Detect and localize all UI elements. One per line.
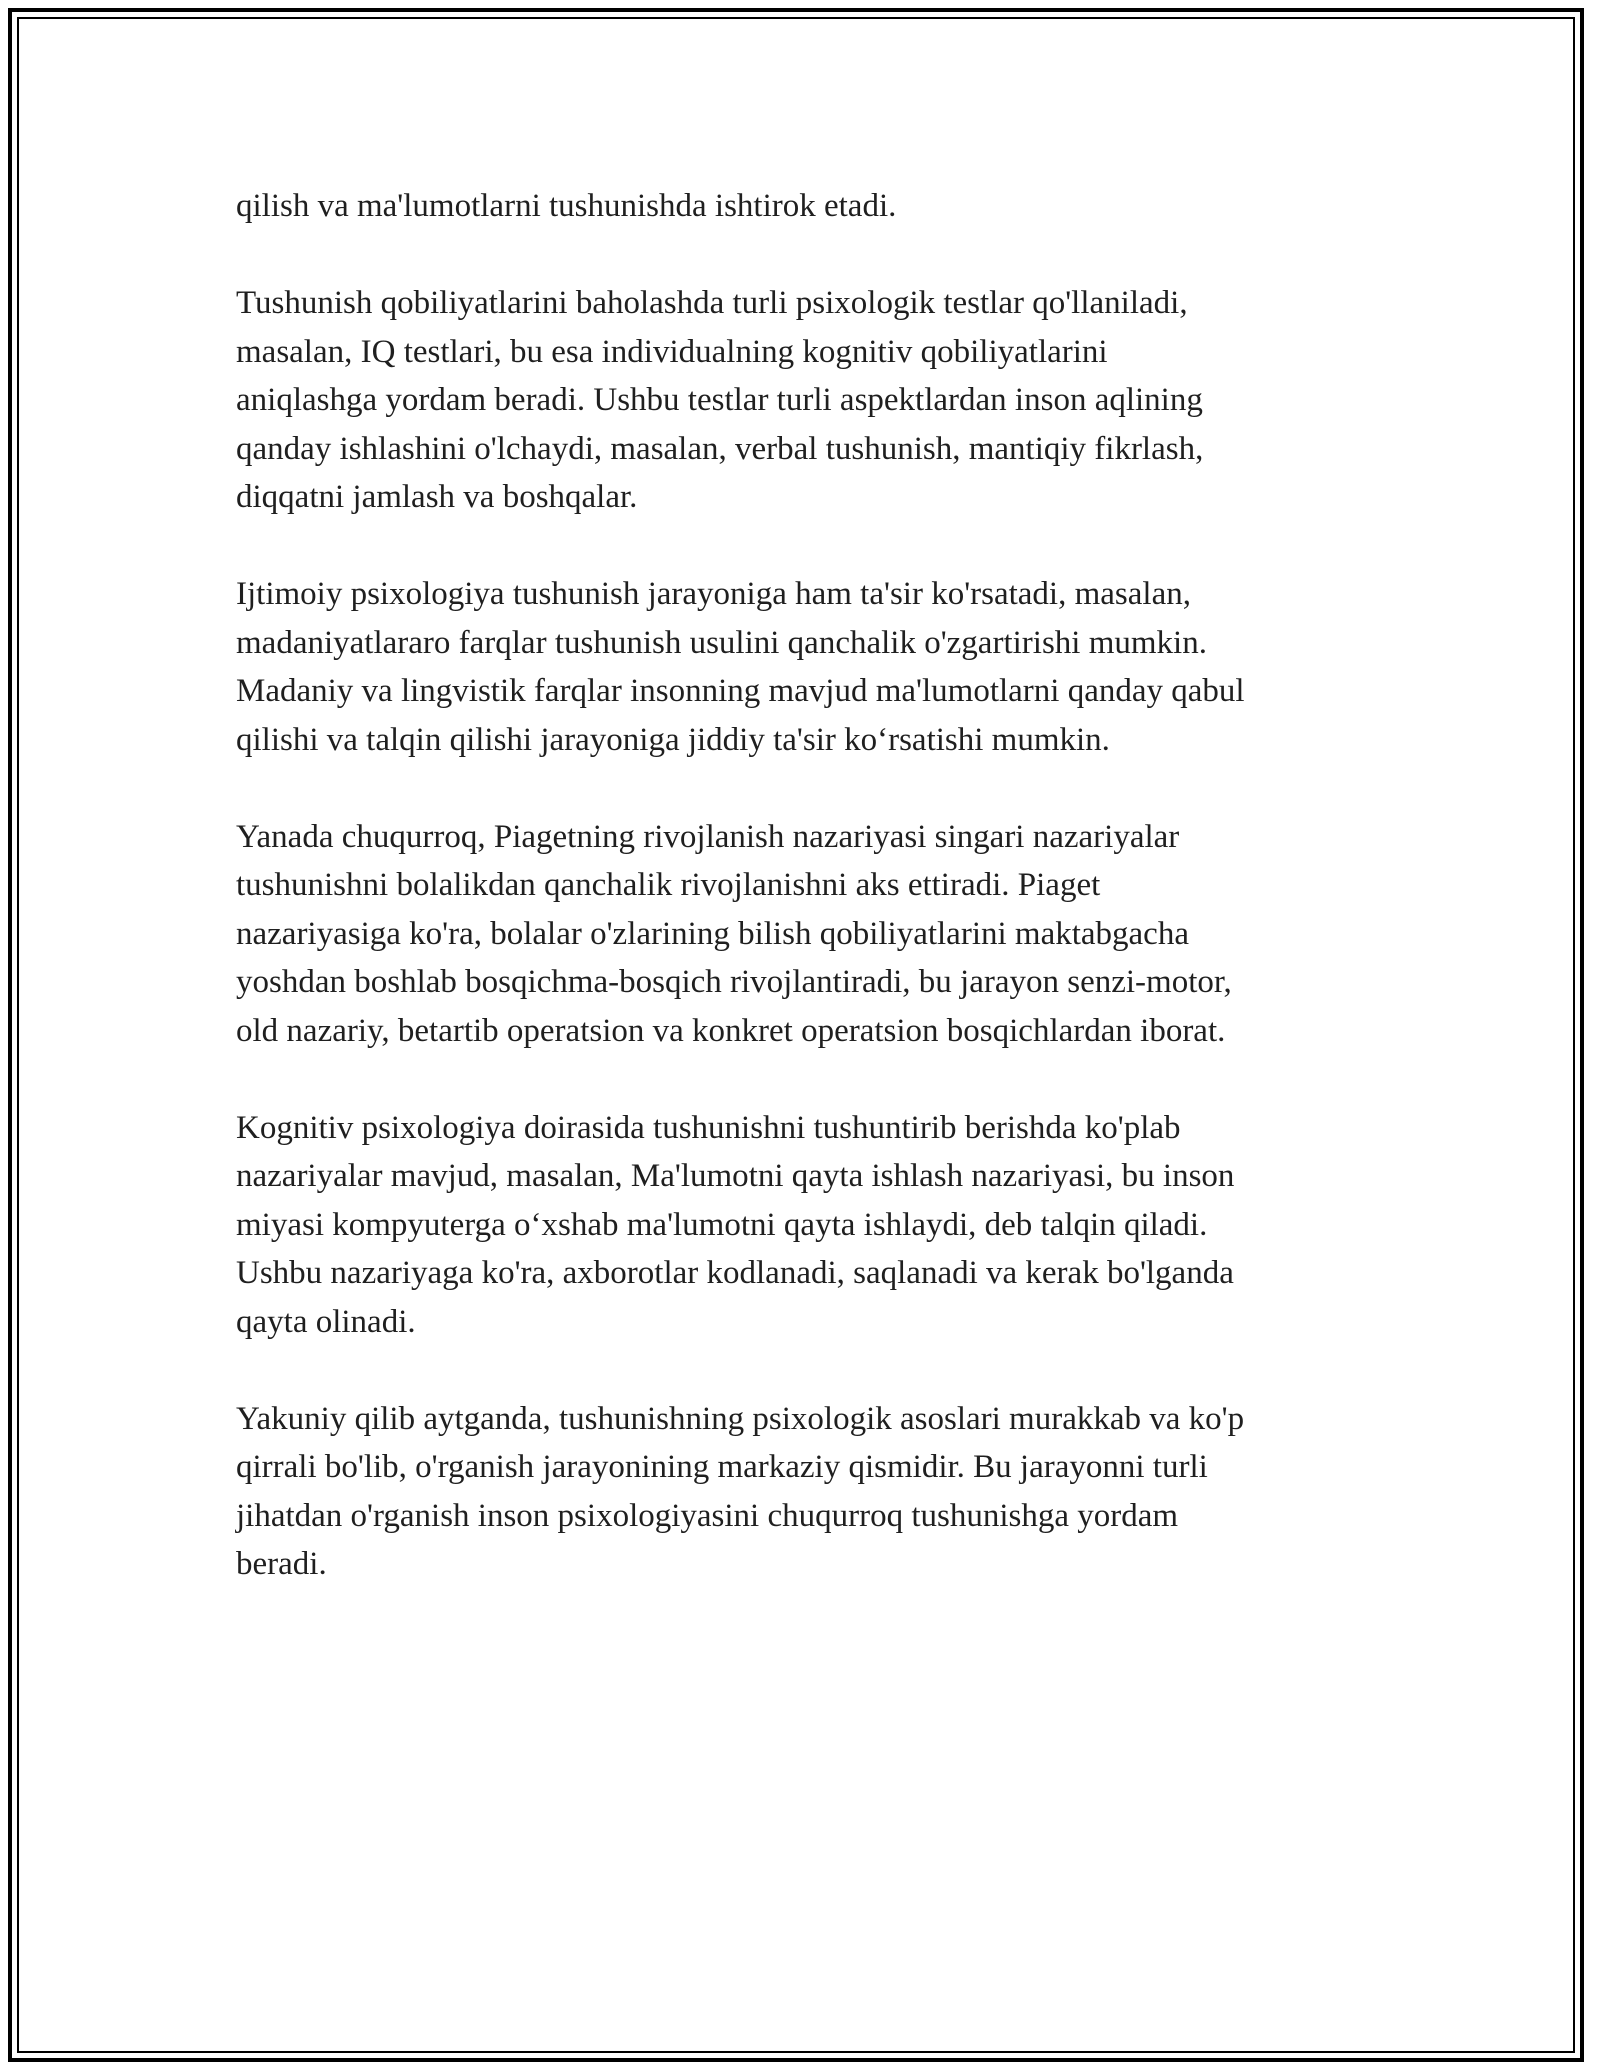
document-body [236,182,1376,1637]
paragraph-social-psychology: Ijtimoiy psixologiya tushunish jarayoniga ham ta'sir ko'rsatadi, masalan, madaniyatlararo farqlar tushunish usulini qanchalik o'zgartirishi mumkin. Madaniy va lingvistik farqlar insonning mavjud ma'lumotlarni qanday qabul qilishi va talqin qilishi jarayoniga jiddiy ta'sir ko‘rsatishi mumkin. [236,576,1245,758]
paragraph-continuation: qilish va ma'lumotlarni tushunishda ishtirok etadi. [236,188,897,224]
paragraph-conclusion: Yakuniy qilib aytganda, tushunishning psixologik asoslari murakkab va ko'p qirrali bo'lib, o'rganish jarayonining markaziy qismidir. Bu jarayonni turli jihatdan o'rganish inson psixologiyasini chuqurroq tushunishga yordam beradi. [236,1400,1245,1582]
paragraph-cognitive-psychology: Kognitiv psixologiya doirasida tushunishni tushuntirib berishda ko'plab nazariyalar mavjud, masalan, Ma'lumotni qayta ishlash nazariyasi, bu inson miyasi kompyuterga o‘xshab ma'lumotni qayta ishlaydi, deb talqin qiladi. Ushbu nazariyaga ko'ra, axborotlar kodlanadi, saqlanadi va kerak bo'lganda qayta olinadi. [236,1109,1235,1340]
paragraph-assessment-tests: Tushunish qobiliyatlarini baholashda turli psixologik testlar qo'llaniladi, masalan, IQ testlari, bu esa individualning kognitiv qobiliyatlarini aniqlashga yordam beradi. Ushbu testlar turli aspektlardan inson aqlining qanday ishlashini o'lchaydi, masalan, verbal tushunish, mantiqiy fikrlash, diqqatni jamlash va boshqalar. [236,285,1204,515]
paragraph-piaget-theory: Yanada chuqurroq, Piagetning rivojlanish nazariyasi singari nazariyalar tushunishni bolalikdan qanchalik rivojlanishni aks ettiradi. Piaget nazariyasiga ko'ra, bolalar o'zlarining bilish qobiliyatlarini maktabgacha yoshdan boshlab bosqichma-bosqich rivojlantiradi, bu jarayon senzi-motor, old nazariy, betartib operatsion va konkret operatsion bosqichlardan iborat. [236,818,1232,1049]
